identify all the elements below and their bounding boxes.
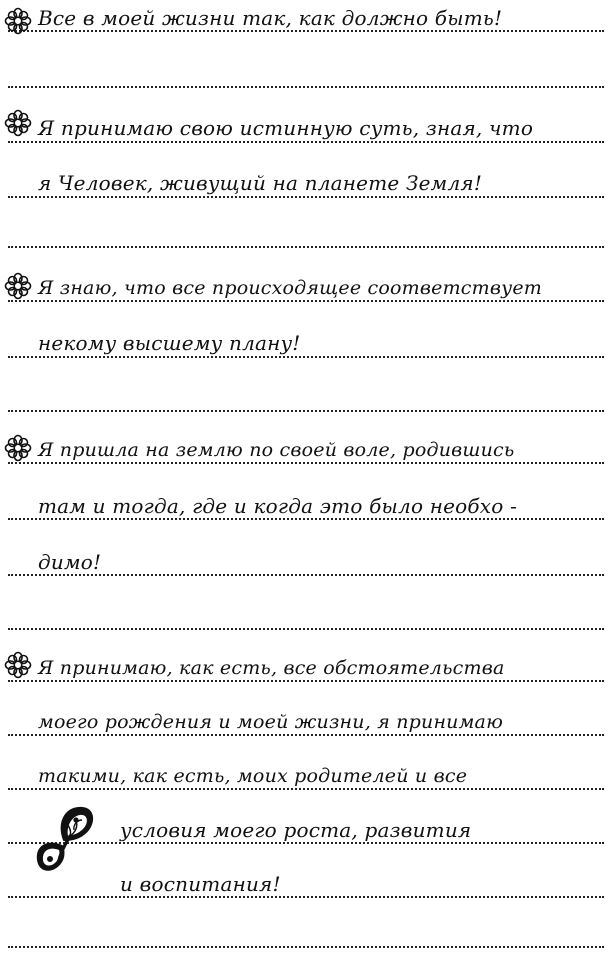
affirmation-5-line-1: Я принимаю, как есть, все обстоятельства [38, 657, 505, 679]
butterfly-icon [34, 806, 98, 878]
writing-line [8, 196, 604, 198]
affirmation-5-line-4: условия моего роста, развития [120, 818, 472, 842]
writing-line [8, 300, 604, 302]
writing-line [8, 141, 604, 143]
writing-line [8, 734, 604, 736]
affirmation-3-line-1: Я знаю, что все происходящее соответствует [38, 277, 542, 299]
affirmation-2-line-1: Я принимаю свою истинную суть, зная, что [38, 116, 534, 140]
writing-line [8, 518, 604, 520]
writing-line [8, 462, 604, 464]
writing-line [8, 410, 604, 412]
affirmation-4-line-2: там и тогда, где и когда это было необхо - [38, 494, 518, 518]
writing-line [8, 946, 604, 948]
affirmation-5-line-5: и воспитания! [120, 872, 281, 896]
writing-line [8, 788, 604, 790]
flower-icon [4, 109, 32, 137]
writing-line [8, 246, 604, 248]
flower-icon [4, 272, 32, 300]
affirmation-4-line-1: Я пришла на землю по своей воле, родившись [38, 439, 515, 461]
affirmation-3-line-2: некому высшему плану! [38, 331, 301, 355]
affirmation-4-line-3: димо! [38, 550, 102, 574]
writing-line [8, 628, 604, 630]
affirmation-2-line-2: я Человек, живущий на планете Земля! [38, 171, 483, 195]
writing-line [8, 356, 604, 358]
flower-icon [4, 651, 32, 679]
writing-line [8, 30, 604, 32]
affirmation-5-line-2: моего рождения и моей жизни, я принимаю [38, 711, 504, 733]
affirmation-1-line-1: Все в моей жизни так, как должно быть! [38, 6, 503, 30]
flower-icon [4, 434, 32, 462]
writing-line [8, 86, 604, 88]
affirmation-5-line-3: такими, как есть, моих родителей и все [38, 765, 468, 787]
flower-icon [4, 7, 32, 35]
writing-line [8, 680, 604, 682]
writing-line [8, 574, 604, 576]
writing-line [8, 896, 604, 898]
